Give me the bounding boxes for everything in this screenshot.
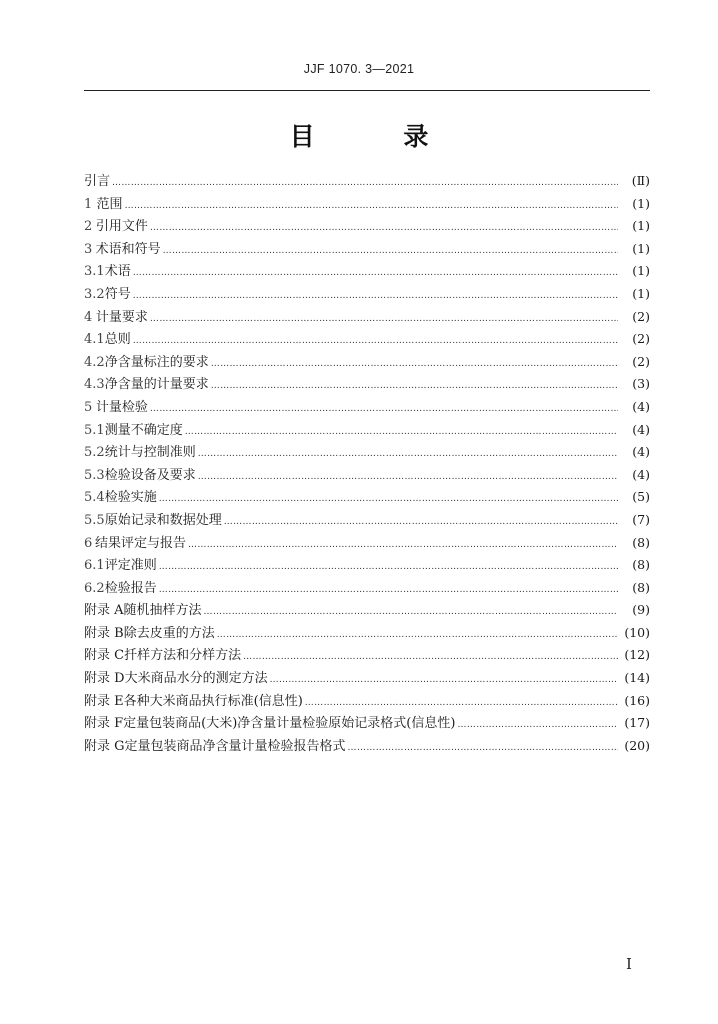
- toc-entry-title: 检验设备及要求: [104, 467, 196, 483]
- toc-entry-title: 范围: [96, 196, 123, 212]
- toc-entry[interactable]: [84, 351, 650, 374]
- toc-entry-title: 计量检验: [95, 399, 148, 415]
- toc-entry-number: 附录 D: [84, 671, 125, 687]
- toc-entry[interactable]: [84, 667, 650, 690]
- toc-entry-number: 附录 A: [84, 603, 124, 619]
- toc-entry-page: (8): [632, 579, 650, 595]
- toc-entry-title: 定量包装商品(大米)净含量计量检验原始记录格式(信息性): [123, 716, 456, 732]
- toc-leader-dots: [270, 675, 618, 685]
- page-title: 目 录: [289, 122, 469, 151]
- toc-entry[interactable]: [84, 577, 650, 600]
- toc-entry-page: (2): [632, 331, 650, 347]
- toc-entry-page: (Ⅱ): [631, 173, 650, 188]
- toc-entry[interactable]: [84, 690, 650, 713]
- toc-entry[interactable]: [84, 532, 650, 555]
- toc-entry-number: 附录 B: [84, 625, 124, 641]
- toc-entry-number: 3.1: [84, 264, 105, 280]
- toc-entry[interactable]: [84, 464, 650, 487]
- toc-entry-page: (20): [624, 737, 650, 753]
- toc-entry-page: (1): [632, 218, 650, 234]
- toc-entry-number: 附录 E: [84, 693, 124, 709]
- toc-entry-page: (4): [632, 398, 650, 414]
- toc-entry-title: 总则: [104, 332, 131, 348]
- toc-leader-dots: [204, 607, 618, 617]
- toc-entry-page: (7): [632, 511, 650, 527]
- toc-entry[interactable]: [84, 441, 650, 464]
- toc-entry-title: 术语和符号: [95, 241, 161, 257]
- toc-entry[interactable]: [84, 486, 650, 509]
- toc-entry-title: 符号: [104, 286, 131, 302]
- toc-entry-page: (2): [632, 308, 650, 324]
- toc-entry-page: (4): [632, 466, 650, 482]
- toc-entry-title: 原始记录和数据处理: [104, 512, 222, 528]
- toc-leader-dots: [133, 336, 618, 346]
- toc-entry-number: 附录 F: [84, 716, 124, 732]
- toc-entry-number: 4.3: [84, 377, 105, 393]
- toc-entry[interactable]: [84, 419, 650, 442]
- toc-entry-page: (1): [632, 195, 650, 211]
- toc-entry-number: 4: [84, 309, 93, 325]
- toc-leader-dots: [112, 178, 618, 188]
- toc-entry-title: 大米商品水分的测定方法: [124, 671, 268, 687]
- toc-entry-number: 5.3: [84, 467, 105, 483]
- toc-leader-dots: [159, 494, 618, 504]
- toc-entry[interactable]: [84, 554, 650, 577]
- toc-entry-number: 6.1: [84, 558, 105, 574]
- toc-entry[interactable]: [84, 622, 650, 645]
- toc-entry-number: 5: [84, 399, 93, 415]
- toc-leader-dots: [163, 246, 618, 256]
- toc-leader-dots: [211, 381, 618, 391]
- toc-entry[interactable]: [84, 215, 650, 238]
- toc-entry-title: 扦样方法和分样方法: [124, 648, 242, 664]
- toc-entry[interactable]: [84, 712, 650, 735]
- toc-entry-number: 附录 C: [84, 648, 125, 664]
- toc-entry-title: 检验报告: [104, 580, 157, 596]
- toc-entry[interactable]: [84, 170, 650, 193]
- toc-leader-dots: [185, 427, 618, 437]
- toc-entry-number: 5.1: [84, 422, 105, 438]
- toc-entry-page: (5): [632, 489, 650, 505]
- toc-entry[interactable]: [84, 396, 650, 419]
- toc-entry-page: (17): [624, 715, 650, 731]
- toc-leader-dots: [305, 698, 618, 708]
- toc-entry[interactable]: [84, 509, 650, 532]
- toc-entry-title: 净含量标注的要求: [104, 354, 209, 370]
- toc-entry-title: 引用文件: [95, 219, 148, 235]
- toc-entry[interactable]: [84, 735, 650, 758]
- toc-leader-dots: [243, 652, 618, 662]
- toc-leader-dots: [457, 720, 618, 730]
- toc-leader-dots: [150, 404, 618, 414]
- toc-entry-title: 净含量的计量要求: [104, 377, 209, 393]
- toc-entry-title: 术语: [104, 264, 131, 280]
- toc-entry[interactable]: [84, 328, 650, 351]
- toc-entry-title: 引言: [84, 174, 111, 189]
- toc-entry-page: (1): [632, 263, 650, 279]
- toc-entry-number: 6.2: [84, 580, 105, 596]
- toc-entry-number: 附录 G: [84, 738, 125, 754]
- toc-entry-page: (12): [624, 647, 650, 663]
- toc-entry-page: (16): [624, 692, 650, 708]
- toc-leader-dots: [159, 585, 618, 595]
- toc-leader-dots: [133, 268, 618, 278]
- toc-entry-page: (8): [632, 534, 650, 550]
- toc-entry-title: 检验实施: [104, 490, 157, 506]
- toc-leader-dots: [224, 517, 618, 527]
- toc-entry-number: 2: [84, 219, 93, 235]
- toc-entry[interactable]: [84, 306, 650, 329]
- toc-entry-title: 结果评定与报告: [94, 535, 186, 551]
- toc-entry-page: (9): [632, 602, 650, 618]
- toc-entry-page: (1): [632, 240, 650, 256]
- toc-leader-dots: [125, 201, 618, 211]
- toc-entry-title: 随机抽样方法: [123, 603, 202, 619]
- toc-entry[interactable]: [84, 373, 650, 396]
- standard-code-header: JJF 1070. 3—2021: [303, 62, 415, 76]
- toc-leader-dots: [188, 540, 618, 550]
- toc-entry-number: 3.2: [84, 286, 105, 302]
- toc-entry-number: 5.2: [84, 445, 105, 461]
- toc-leader-dots: [150, 314, 618, 324]
- toc-entry-page: (8): [632, 557, 650, 573]
- header-rule: [84, 90, 650, 91]
- toc-entry-title: 计量要求: [95, 309, 148, 325]
- toc-entry-number: 1: [84, 196, 93, 212]
- toc-entry[interactable]: [84, 283, 650, 306]
- toc-entry-page: (14): [624, 670, 650, 686]
- toc-entry[interactable]: [84, 238, 650, 261]
- toc-leader-dots: [211, 359, 618, 369]
- toc-entry[interactable]: [84, 599, 650, 622]
- toc-leader-dots: [348, 743, 618, 753]
- toc-entry-page: (3): [632, 376, 650, 392]
- toc-entry-page: (2): [632, 353, 650, 369]
- toc-leader-dots: [159, 562, 618, 572]
- toc-entry-number: 6: [84, 535, 93, 551]
- toc-entry-page: (4): [632, 444, 650, 460]
- table-of-contents: [84, 170, 650, 757]
- toc-leader-dots: [198, 472, 618, 482]
- toc-leader-dots: [133, 291, 618, 301]
- toc-entry-number: 3: [84, 241, 93, 257]
- toc-entry-number: 4.2: [84, 354, 105, 370]
- toc-entry[interactable]: [84, 260, 650, 283]
- toc-entry-title: 测量不确定度: [104, 422, 183, 438]
- toc-entry[interactable]: [84, 644, 650, 667]
- toc-entry-number: 4.1: [84, 332, 105, 348]
- toc-entry-page: (1): [632, 285, 650, 301]
- toc-leader-dots: [198, 449, 618, 459]
- toc-entry-title: 定量包装商品净含量计量检验报告格式: [124, 738, 346, 754]
- page-number: I: [626, 955, 632, 973]
- toc-entry-number: 5.5: [84, 512, 105, 528]
- toc-entry-title: 评定准则: [104, 558, 157, 574]
- toc-leader-dots: [150, 223, 618, 233]
- toc-entry-page: (10): [624, 624, 650, 640]
- toc-leader-dots: [217, 630, 618, 640]
- toc-entry-number: 5.4: [84, 490, 105, 506]
- toc-entry-title: 各种大米商品执行标准(信息性): [123, 693, 303, 709]
- toc-entry[interactable]: [84, 193, 650, 216]
- toc-entry-title: 统计与控制准则: [104, 445, 196, 461]
- toc-entry-title: 除去皮重的方法: [123, 625, 215, 641]
- toc-entry-page: (4): [632, 421, 650, 437]
